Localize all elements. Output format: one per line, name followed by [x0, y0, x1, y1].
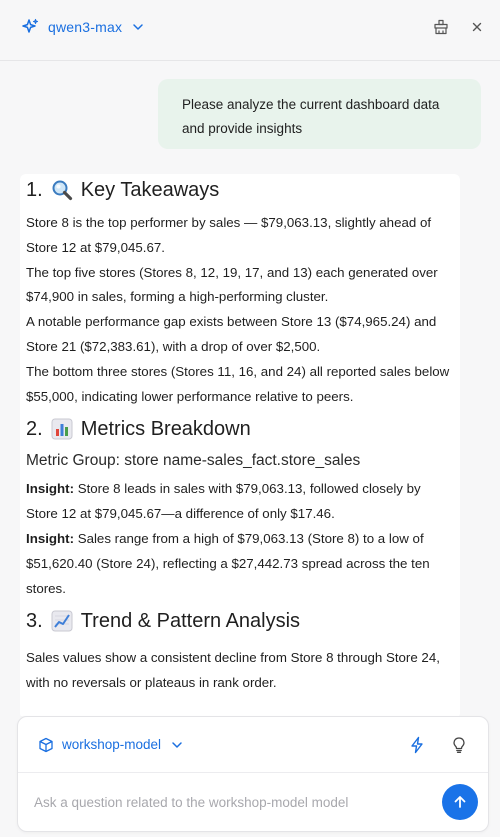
section-heading [26, 176, 454, 204]
composer-divider [18, 772, 488, 773]
insight-paragraph [26, 527, 454, 601]
insight-text: Sales range from a high of $79,063.13 (Store 8) to a low of $51,620.40 (Store 24), reflecting a $27,442.73 spread across the ten stores. [26, 530, 430, 596]
model-selector[interactable] [20, 17, 144, 37]
section-title: Metrics Breakdown [80, 418, 251, 441]
chevron-down-icon [171, 739, 183, 751]
broom-icon[interactable] [432, 18, 450, 36]
section-number: 3. [26, 610, 43, 633]
section-number: 2. [26, 418, 43, 441]
paragraph: The bottom three stores (Stores 11, 16, and 24) all reported sales below $55,000, indicating lower performance relative to peers. [26, 363, 450, 404]
close-icon[interactable] [468, 18, 486, 36]
conversation-area[interactable] [0, 61, 500, 716]
insight-text: Store 8 leads in sales with $79,063.13, followed closely by Store 12 at $79,045.67—a difference of only $17.46. [26, 481, 421, 522]
panel-header [0, 0, 500, 54]
model-name: qwen3-max [48, 19, 123, 35]
section-heading [26, 607, 454, 635]
lightbulb-icon[interactable] [450, 736, 468, 754]
bar-chart-emoji [51, 418, 73, 440]
paragraph: A notable performance gap exists between Store 13 ($74,965.24) and Store 21 ($72,383.61), with a drop of over $2,500. [26, 314, 437, 354]
assistant-message [20, 174, 460, 716]
section-heading [26, 415, 454, 443]
paragraph: Store 8 is the top performer by sales — $79,063.13, slightly ahead of Store 12 at $79,045.67. [26, 215, 432, 255]
send-button[interactable] [442, 784, 478, 820]
lightning-icon[interactable] [408, 736, 426, 754]
sparkle-icon [20, 17, 40, 37]
datasource-selector[interactable] [38, 737, 183, 753]
section-number: 1. [26, 179, 43, 201]
paragraph: Sales values show a consistent decline from Store 8 through Store 24, with no reversals or plateaus in rank order. [26, 650, 440, 691]
composer-toolbar [18, 717, 488, 772]
section-title: Trend & Pattern Analysis [80, 610, 301, 633]
paragraph: The top five stores (Stores 8, 12, 19, 17, and 13) each generated over $74,900 in sales, forming a high-performing cluster. [26, 264, 438, 305]
metric-group-label: Metric Group: store name-sales_fact.store_sales [26, 452, 361, 470]
cube-icon [38, 737, 54, 753]
chevron-down-icon [132, 21, 144, 33]
arrow-up-icon [452, 794, 468, 810]
insight-label: Insight: [26, 530, 75, 546]
datasource-name: workshop-model [62, 737, 162, 752]
trend-chart-emoji [51, 610, 73, 632]
question-input[interactable] [34, 787, 434, 817]
insight-label: Insight: [26, 481, 75, 497]
section-title: Key Takeaways [80, 179, 220, 201]
user-message: Please analyze the current dashboard data and provide insights [158, 79, 481, 149]
chat-composer [17, 716, 489, 832]
composer-tools [408, 736, 468, 754]
insight-paragraph [26, 477, 454, 527]
magnifier-emoji [51, 179, 73, 201]
header-actions [432, 18, 486, 36]
